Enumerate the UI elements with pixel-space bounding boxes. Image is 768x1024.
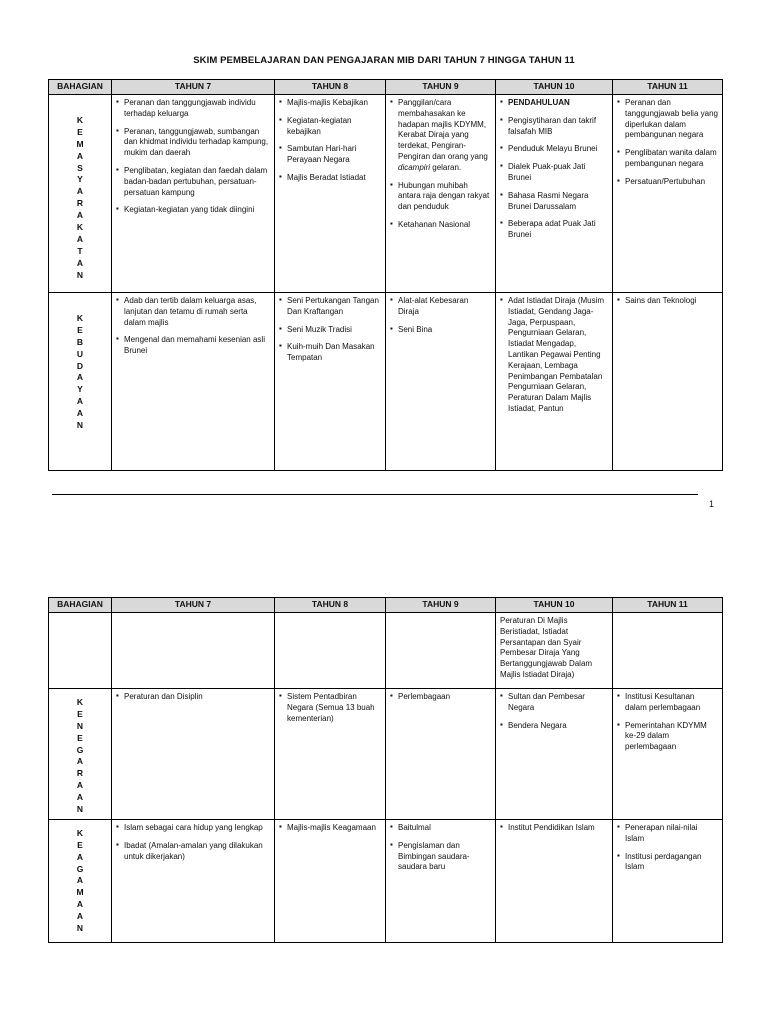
cell-tahun-7 [112,613,275,689]
section-label-text: K E N E G A R A A N [76,697,84,815]
list-item: ▪ Pemerintahan KDYMM ke-29 dalam perlembagaan [617,721,718,753]
cell-tahun-8 [275,819,386,942]
list-item-heading: ▪ PENDAHULUAN [500,98,608,109]
table-header-row [49,80,723,95]
row-continuation [49,613,723,689]
continuation-text: Peraturan Di Majlis Beristiadat, Istiadat Persantapan dan Syair Pembesar Diraja Yang Bertanggungjawab Dalam Majlis Istiadat Diraja) [500,616,593,679]
section-label-text: K E A G A M A A N [76,827,84,934]
list-item: ▪ Bahasa Rasmi Negara Brunei Darussalam [500,191,608,213]
list-item: ▪ Institusi perdagangan Islam [617,852,718,874]
page-divider [52,494,698,495]
list-item: ▪ Baitulmal [390,823,491,834]
scheme-table-page-2 [48,597,723,943]
list-item: ▪ Perlembagaan [390,692,491,703]
table-header-row [49,598,723,613]
header-tahun-7: TAHUN 7 [112,80,275,95]
list-item: ▪ Ketahanan Nasional [390,220,491,231]
row-keagamaan [49,819,723,942]
header-tahun-8: TAHUN 8 [275,598,386,613]
cell-bahagian [49,613,112,689]
cell-tahun-10 [496,293,613,471]
list-item: ▪ Penglibatan, kegiatan dan faedah dalam badan-badan pertubuhan, persatuan-persatuan kampung [116,166,270,198]
cell-tahun-7 [112,95,275,293]
section-label-kenegaraan [49,689,112,820]
list-item: ▪ Penduduk Melayu Brunei [500,144,608,155]
document-title: SKIM PEMBELAJARAN DAN PENGAJARAN MIB DARI TAHUN 7 HINGGA TAHUN 11 [193,55,575,66]
cell-tahun-7 [112,293,275,471]
cell-tahun-11 [613,689,723,820]
list-item: ▪ Mengenal dan memahami kesenian asli Brunei [116,335,270,357]
cell-tahun-11 [613,819,723,942]
cell-tahun-8 [275,689,386,820]
list-item: ▪ Penerapan nilai-nilai Islam [617,823,718,845]
list-item: ▪ Seni Bina [390,325,491,336]
list-item: ▪ Peranan dan tanggungjawab individu terhadap keluarga [116,98,270,120]
list-item: ▪ Majlis-majlis Kebajikan [279,98,381,109]
scheme-table-page-1 [48,79,723,471]
cell-tahun-7 [112,819,275,942]
list-item: ▪ Kuih-muih Dan Masakan Tempatan [279,342,381,364]
list-item: ▪ Majlis Beradat Istiadat [279,173,381,184]
cell-tahun-10 [496,613,613,689]
list-item: ▪ Kegiatan-kegiatan kebajikan [279,116,381,138]
list-item: ▪ Panggilan/cara membahasakan ke hadapan majlis KDYMM, Kerabat Diraja yang terdekat, Pengiran-Pengiran dan orang yang dicampiri gelaran. [390,98,491,174]
section-label-keagamaan [49,819,112,942]
section-label-text: K E M A S Y A R A K A T A N [76,115,84,280]
cell-tahun-7 [112,689,275,820]
list-item: ▪ Seni Muzik Tradisi [279,325,381,336]
cell-tahun-8 [275,613,386,689]
list-item: ▪ Peraturan dan Disiplin [116,692,270,703]
cell-tahun-10 [496,689,613,820]
header-tahun-9: TAHUN 9 [386,598,496,613]
list-item: ▪ Peranan, tanggungjawab, sumbangan dan khidmat individu terhadap kampung, mukim dan daerah [116,127,270,159]
header-tahun-11: TAHUN 11 [613,598,723,613]
cell-tahun-8 [275,95,386,293]
list-item: ▪ Seni Pertukangan Tangan Dan Kraftangan [279,296,381,318]
list-item: ▪ Kegiatan-kegiatan yang tidak diingini [116,205,270,216]
cell-tahun-11 [613,293,723,471]
list-item: ▪ Beberapa adat Puak Jati Brunei [500,219,608,241]
list-item: ▪ Adat Istiadat Diraja (Musim Istiadat, Gendang Jaga-Jaga, Perpuspaan, Pengurniaan Gelaran, Istiadat Mengadap, Lantikan Pegawai Penting Kerajaan, Lembaga Penimbangan Pembatalan Pengurniaan Gelaran, Peraturan Dalam Majlis Istiadat, Pantun [500,296,608,415]
list-item: ▪ Pengislaman dan Bimbingan saudara-saudara baru [390,841,491,873]
section-label-text: K E B U D A Y A A N [76,313,84,431]
header-tahun-9: TAHUN 9 [386,80,496,95]
cell-tahun-11 [613,613,723,689]
list-item: ▪ Bendera Negara [500,721,608,732]
section-label-kemasyarakatan [49,95,112,293]
list-item: ▪ Dialek Puak-puak Jati Brunei [500,162,608,184]
cell-tahun-10 [496,95,613,293]
list-item: ▪ Peranan dan tanggungjawab belia yang diperlukan dalam pembangunan negara [617,98,718,141]
cell-tahun-9 [386,95,496,293]
header-tahun-10: TAHUN 10 [496,80,613,95]
list-item: ▪ Sistem Pentadbiran Negara (Semua 13 buah kementerian) [279,692,381,724]
row-kenegaraan [49,689,723,820]
cell-tahun-8 [275,293,386,471]
cell-tahun-9 [386,613,496,689]
list-item: ▪ Penglibatan wanita dalam pembangunan negara [617,148,718,170]
cell-tahun-9 [386,819,496,942]
list-item: ▪ Ibadat (Amalan-amalan yang dilakukan untuk dikerjakan) [116,841,270,863]
row-kebudayaan [49,293,723,471]
header-tahun-8: TAHUN 8 [275,80,386,95]
page-number: 1 [709,499,715,509]
header-bahagian: BAHAGIAN [49,80,112,95]
list-item: ▪ Islam sebagai cara hidup yang lengkap [116,823,270,834]
list-item: ▪ Sambutan Hari-hari Perayaan Negara [279,144,381,166]
list-item: ▪ Institusi Kesultanan dalam perlembagaan [617,692,718,714]
list-item: ▪ Adab dan tertib dalam keluarga asas, lanjutan dan tetamu di rumah serta dalam majlis [116,296,270,328]
header-tahun-7: TAHUN 7 [112,598,275,613]
list-item: ▪ Sains dan Teknologi [617,296,718,307]
list-item: ▪ Pengisytiharan dan takrif falsafah MIB [500,116,608,138]
header-tahun-11: TAHUN 11 [613,80,723,95]
header-tahun-10: TAHUN 10 [496,598,613,613]
list-item: ▪ Institut Pendidikan Islam [500,823,608,834]
cell-tahun-10 [496,819,613,942]
row-kemasyarakatan [49,95,723,293]
cell-tahun-11 [613,95,723,293]
header-bahagian: BAHAGIAN [49,598,112,613]
cell-tahun-9 [386,293,496,471]
list-item: ▪ Sultan dan Pembesar Negara [500,692,608,714]
list-item: ▪ Hubungan muhibah antara raja dengan rakyat dan penduduk [390,181,491,213]
list-item: ▪ Alat-alat Kebesaran Diraja [390,296,491,318]
cell-tahun-9 [386,689,496,820]
section-label-kebudayaan [49,293,112,471]
list-item: ▪ Majlis-majlis Keagamaan [279,823,381,834]
list-item: ▪ Persatuan/Pertubuhan [617,177,718,188]
